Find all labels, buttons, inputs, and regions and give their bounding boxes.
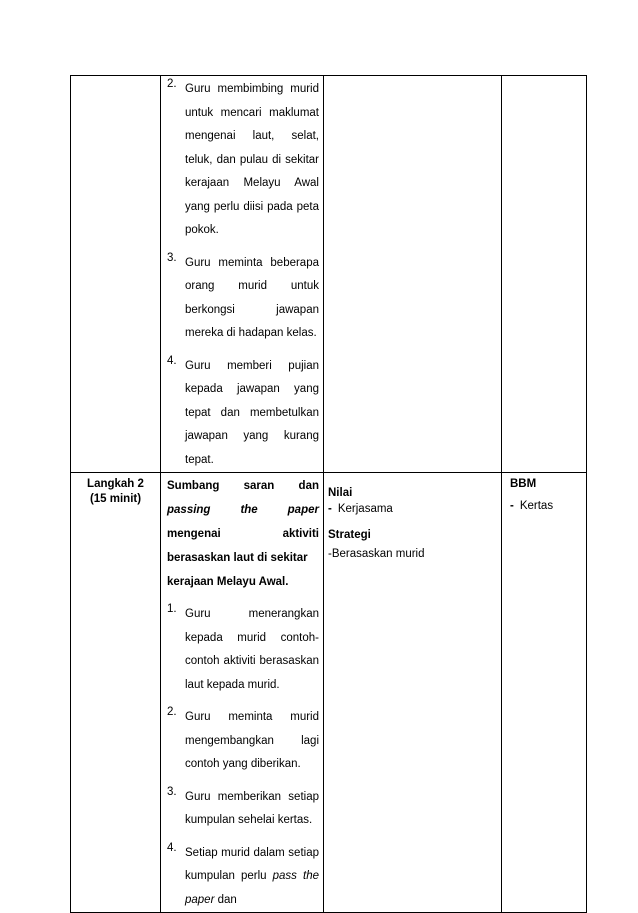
lesson-plan-table (70, 75, 587, 913)
list-item (167, 706, 319, 777)
bbm-entry (510, 498, 582, 514)
list-item (167, 786, 319, 833)
heading-word: Sumbang (167, 480, 220, 492)
heading-word: saran (243, 480, 275, 492)
list-item (167, 842, 319, 913)
dash-bullet: - (328, 503, 332, 515)
heading-word: the (240, 504, 258, 516)
item-text: Guru meminta murid mengembangkan lagi contoh yang diberikan. (185, 711, 319, 770)
step-cell-empty (71, 76, 161, 473)
bbm-value: Kertas (519, 500, 554, 512)
activity-cell (161, 473, 324, 913)
item-number: 3. (167, 251, 177, 264)
step-cell (71, 473, 161, 913)
activity-heading (167, 474, 319, 594)
activity-cell (161, 76, 324, 473)
item-text (185, 842, 319, 913)
heading-word: dan (298, 480, 319, 492)
step-label: Langkah 2 (87, 478, 144, 490)
dash-bullet: - (510, 500, 514, 512)
heading-word: mengenai (167, 528, 221, 540)
table-row (71, 76, 587, 473)
list-item (167, 78, 319, 243)
item-number: 2. (167, 706, 177, 718)
values-cell-empty (324, 76, 502, 473)
item-text-part: dan (217, 893, 237, 906)
item-number: 2. (167, 78, 177, 90)
heading-word: passing (167, 504, 211, 516)
list-item (167, 252, 319, 346)
heading-line: kerajaan Melayu Awal. (167, 576, 289, 588)
list-item (167, 603, 319, 697)
item-number: 1. (167, 603, 177, 615)
step-time: (15 minit) (89, 493, 142, 505)
heading-line: berasaskan laut di sekitar (167, 552, 308, 564)
strategi-label: Strategi (328, 529, 371, 541)
list-item (167, 355, 319, 473)
nilai-label: Nilai (328, 487, 353, 499)
strategi-value: -Berasaskan murid (328, 548, 425, 560)
materials-cell-empty (502, 76, 587, 473)
item-text-part: Setiap murid dalam setiap kumpulan perlu (185, 846, 319, 882)
heading-word: paper (287, 504, 319, 516)
item-text: Guru membimbing murid untuk mencari maklumat mengenai laut, selat, teluk, dan pulau di sekitar kerajaan Melayu Awal yang perlu diisi pada peta pokok. (185, 83, 319, 236)
bbm-label: BBM (510, 478, 537, 490)
item-number: 4. (167, 354, 177, 367)
nilai-value: Kerjasama (337, 503, 393, 515)
item-text: Guru memberikan setiap kumpulan sehelai kertas. (185, 790, 319, 826)
materials-cell (502, 473, 587, 913)
values-strategy-cell (324, 473, 502, 913)
item-number: 3. (167, 785, 177, 798)
nilai-entry (328, 501, 495, 517)
item-text: Guru memberi pujian kepada jawapan yang tepat dan membetulkan jawapan yang kurang tepat. (185, 359, 319, 466)
item-text: Guru menerangkan kepada murid contoh-contoh aktiviti berasaskan laut kepada murid. (185, 608, 319, 691)
item-text-italic: pass the paper (185, 870, 319, 906)
item-text: Guru meminta beberapa orang murid untuk berkongsi jawapan mereka di hadapan kelas. (185, 256, 319, 339)
heading-word: aktiviti (282, 528, 319, 540)
item-number: 4. (167, 841, 177, 854)
table-row (71, 473, 587, 913)
